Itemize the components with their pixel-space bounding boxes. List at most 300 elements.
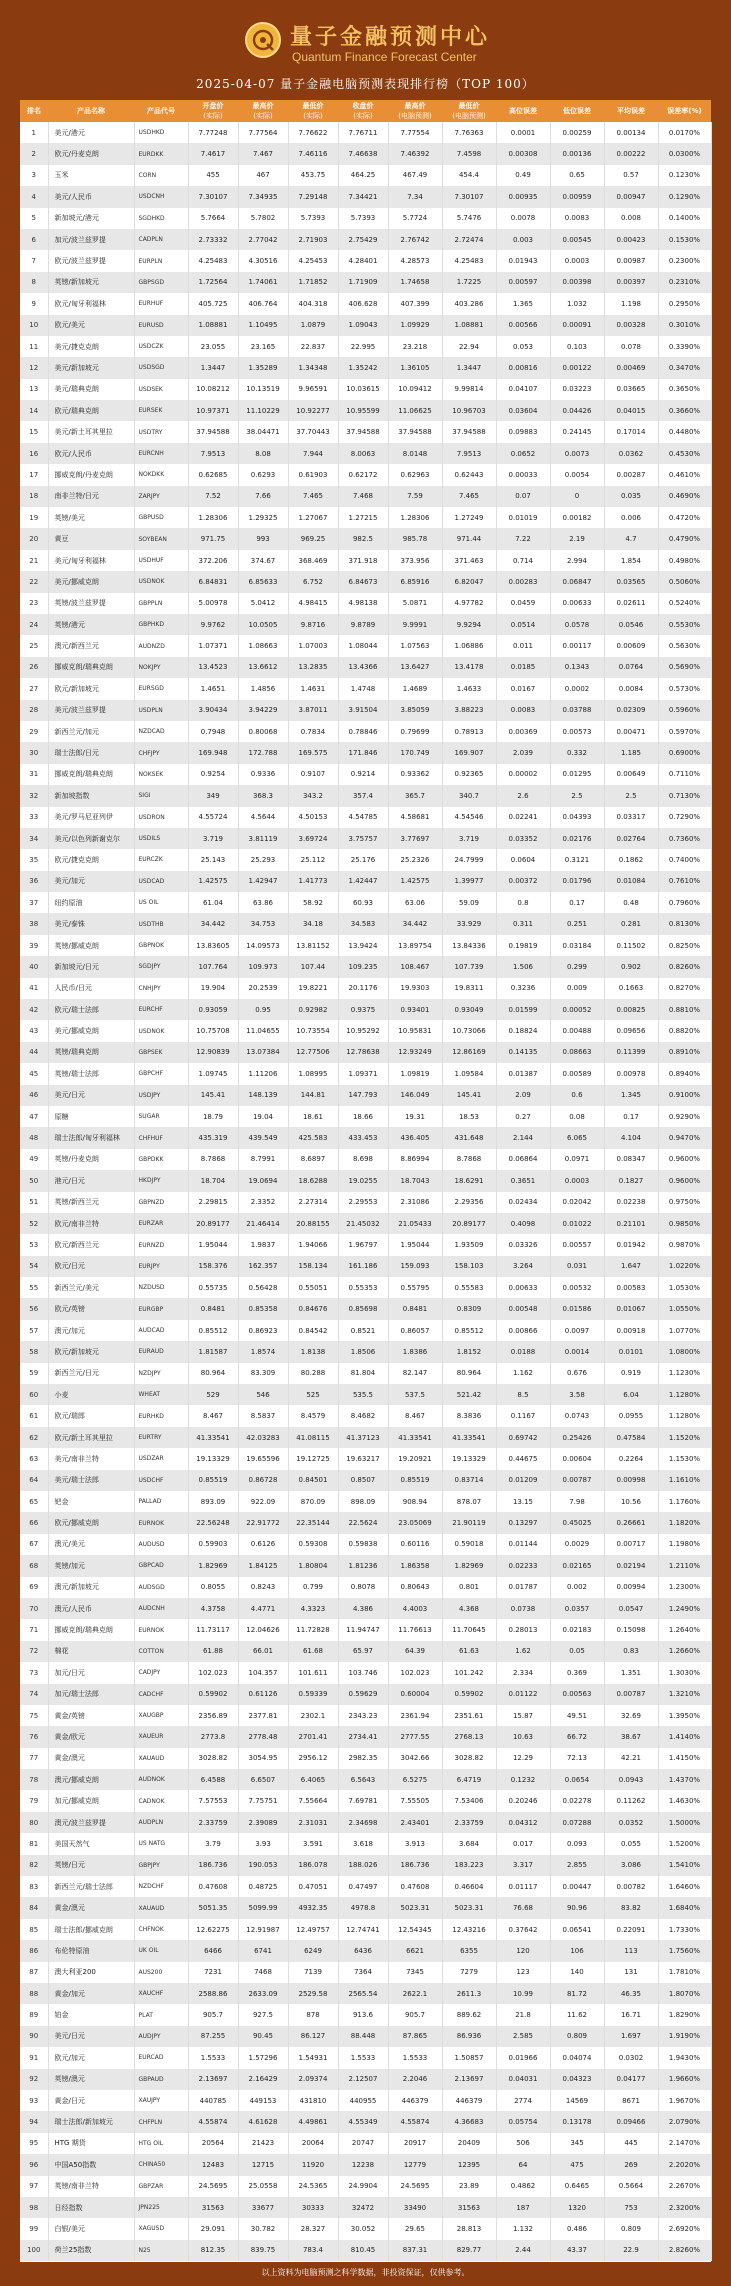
- high-cell: 21423: [238, 2133, 288, 2154]
- table-row: [20, 379, 711, 400]
- low-error-cell: 1320: [550, 2197, 604, 2218]
- error-rate-cell: 0.5960%: [658, 700, 711, 721]
- pred-high-cell: 1.86358: [388, 1555, 442, 1576]
- error-rate-cell: 0.7960%: [658, 892, 711, 913]
- open-cell: 18.704: [188, 1170, 238, 1191]
- table-row: [20, 2176, 711, 2197]
- low-cell: 34.18: [288, 913, 338, 934]
- avg-error-cell: 42.21: [604, 1748, 658, 1769]
- low-error-cell: 3.58: [550, 1384, 604, 1405]
- high-error-cell: 0.3236: [496, 978, 550, 999]
- pred-low-cell: 183.223: [442, 1855, 496, 1876]
- column-header: [658, 100, 711, 122]
- high-cell: 34.753: [238, 913, 288, 934]
- pred-high-cell: 436.405: [388, 1127, 442, 1148]
- table-row: [20, 2197, 711, 2218]
- product-code-cell: EURHUF: [134, 293, 188, 314]
- product-code-cell: EURGBP: [134, 1298, 188, 1319]
- open-cell: 971.75: [188, 528, 238, 549]
- error-rate-cell: 1.7560%: [658, 1940, 711, 1961]
- pred-high-cell: 373.956: [388, 550, 442, 571]
- low-cell: 7.944: [288, 443, 338, 464]
- avg-error-cell: 0.01067: [604, 1298, 658, 1319]
- product-code-cell: USDTHB: [134, 913, 188, 934]
- rank-cell: 49: [20, 1149, 48, 1170]
- open-cell: 10.75708: [188, 1020, 238, 1041]
- table-row: [20, 978, 711, 999]
- open-cell: 1.5533: [188, 2047, 238, 2068]
- low-cell: 19.12725: [288, 1448, 338, 1469]
- high-cell: 25.0558: [238, 2176, 288, 2197]
- column-header-label: 最高价: [252, 102, 274, 110]
- error-rate-cell: 1.2300%: [658, 1577, 711, 1598]
- close-cell: 12.74741: [338, 1919, 388, 1940]
- high-cell: 5.0412: [238, 593, 288, 614]
- open-cell: 812.35: [188, 2240, 238, 2261]
- low-error-cell: 0.13178: [550, 2111, 604, 2132]
- product-code-cell: AUDNOK: [134, 1769, 188, 1790]
- high-cell: 2.77042: [238, 229, 288, 250]
- table-row: [20, 1149, 711, 1170]
- column-header: [338, 100, 388, 122]
- pred-low-cell: 4.36683: [442, 2111, 496, 2132]
- high-cell: 4.5644: [238, 807, 288, 828]
- product-code-cell: EURCAD: [134, 2047, 188, 2068]
- product-name-cell: 人民币/日元: [48, 978, 134, 999]
- high-cell: 190.053: [238, 1855, 288, 1876]
- low-error-cell: 72.13: [550, 1748, 604, 1769]
- high-cell: 19.04: [238, 1106, 288, 1127]
- high-cell: 12.91987: [238, 1919, 288, 1940]
- product-code-cell: NOKJPY: [134, 657, 188, 678]
- table-row: [20, 272, 711, 293]
- brand-name-cn: 量子金融预测中心: [290, 24, 491, 50]
- close-cell: 8.0063: [338, 443, 388, 464]
- low-cell: 368.469: [288, 550, 338, 571]
- rank-cell: 11: [20, 336, 48, 357]
- rank-cell: 37: [20, 892, 48, 913]
- pred-low-cell: 4.25483: [442, 250, 496, 271]
- close-cell: 20.1176: [338, 978, 388, 999]
- low-cell: 37.70443: [288, 421, 338, 442]
- pred-low-cell: 1.82969: [442, 1555, 496, 1576]
- open-cell: 0.9254: [188, 764, 238, 785]
- pred-high-cell: 2777.55: [388, 1726, 442, 1747]
- pred-high-cell: 6.5275: [388, 1769, 442, 1790]
- pred-low-cell: 10.96703: [442, 400, 496, 421]
- table-row: [20, 1705, 711, 1726]
- error-rate-cell: 1.9430%: [658, 2047, 711, 2068]
- table-row: [20, 122, 711, 143]
- pred-low-cell: 521.42: [442, 1384, 496, 1405]
- avg-error-cell: 131: [604, 1962, 658, 1983]
- avg-error-cell: 0.00782: [604, 1876, 658, 1897]
- table-row: [20, 614, 711, 635]
- rank-cell: 86: [20, 1940, 48, 1961]
- error-rate-cell: 0.9290%: [658, 1106, 711, 1127]
- table-row: [20, 486, 711, 507]
- error-rate-cell: 0.5970%: [658, 721, 711, 742]
- open-cell: 2773.8: [188, 1726, 238, 1747]
- product-name-cell: 黄金/澳元: [48, 1748, 134, 1769]
- high-error-cell: 0.0604: [496, 849, 550, 870]
- high-cell: 6741: [238, 1940, 288, 1961]
- rank-cell: 72: [20, 1641, 48, 1662]
- product-code-cell: EURNOK: [134, 1619, 188, 1640]
- high-error-cell: 0.053: [496, 336, 550, 357]
- error-rate-cell: 0.7130%: [658, 785, 711, 806]
- pred-low-cell: 2.13697: [442, 2069, 496, 2090]
- error-rate-cell: 1.7330%: [658, 1919, 711, 1940]
- high-error-cell: 0.02233: [496, 1555, 550, 1576]
- avg-error-cell: 0.00397: [604, 272, 658, 293]
- product-code-cell: SUGAR: [134, 1106, 188, 1127]
- close-cell: 4.98138: [338, 593, 388, 614]
- product-code-cell: AUDPLN: [134, 1812, 188, 1833]
- pred-high-cell: 13.89754: [388, 935, 442, 956]
- product-code-cell: USDHKD: [134, 122, 188, 143]
- product-name-cell: 美元/以色列新谢克尔: [48, 828, 134, 849]
- rank-cell: 34: [20, 828, 48, 849]
- low-error-cell: 0.103: [550, 336, 604, 357]
- open-cell: 529: [188, 1384, 238, 1405]
- table-row: [20, 229, 711, 250]
- avg-error-cell: 16.71: [604, 2004, 658, 2025]
- close-cell: 12.78638: [338, 1042, 388, 1063]
- high-error-cell: 0.03352: [496, 828, 550, 849]
- open-cell: 405.725: [188, 293, 238, 314]
- low-error-cell: 90.96: [550, 1897, 604, 1918]
- open-cell: 61.88: [188, 1641, 238, 1662]
- pred-low-cell: 24.7999: [442, 849, 496, 870]
- low-error-cell: 0.03223: [550, 379, 604, 400]
- avg-error-cell: 0.02309: [604, 700, 658, 721]
- close-cell: 406.628: [338, 293, 388, 314]
- low-error-cell: 2.5: [550, 785, 604, 806]
- product-name-cell: 欧元/捷克克朗: [48, 849, 134, 870]
- pred-high-cell: 3042.66: [388, 1748, 442, 1769]
- high-error-cell: 0.00372: [496, 871, 550, 892]
- rank-cell: 60: [20, 1384, 48, 1405]
- rank-cell: 30: [20, 742, 48, 763]
- low-error-cell: 0.00122: [550, 357, 604, 378]
- pred-high-cell: 9.9991: [388, 614, 442, 635]
- open-cell: 0.59902: [188, 1684, 238, 1705]
- low-cell: 4.25453: [288, 250, 338, 271]
- pred-low-cell: 3028.82: [442, 1748, 496, 1769]
- product-code-cell: WHEAT: [134, 1384, 188, 1405]
- rank-cell: 91: [20, 2047, 48, 2068]
- pred-low-cell: 6.4719: [442, 1769, 496, 1790]
- low-cell: 1.54931: [288, 2047, 338, 2068]
- low-error-cell: 0.04393: [550, 807, 604, 828]
- pred-high-cell: 1.07563: [388, 635, 442, 656]
- table-row: [20, 1384, 711, 1405]
- rank-cell: 71: [20, 1619, 48, 1640]
- rank-cell: 99: [20, 2218, 48, 2239]
- product-code-cell: USDCZK: [134, 336, 188, 357]
- close-cell: 0.59629: [338, 1684, 388, 1705]
- rank-cell: 21: [20, 550, 48, 571]
- open-cell: 19.13329: [188, 1448, 238, 1469]
- close-cell: 5.7393: [338, 208, 388, 229]
- product-code-cell: ZARJPY: [134, 486, 188, 507]
- pred-low-cell: 145.41: [442, 1085, 496, 1106]
- high-cell: 10.0505: [238, 614, 288, 635]
- open-cell: 10.08212: [188, 379, 238, 400]
- low-cell: 453.75: [288, 165, 338, 186]
- column-header-label: 平均误差: [617, 107, 645, 115]
- error-rate-cell: 0.4790%: [658, 528, 711, 549]
- avg-error-cell: 0.04015: [604, 400, 658, 421]
- rank-cell: 35: [20, 849, 48, 870]
- table-row: [20, 1876, 711, 1897]
- product-code-cell: US NATG: [134, 1833, 188, 1854]
- product-code-cell: AUDCAD: [134, 1320, 188, 1341]
- product-code-cell: EURHKD: [134, 1405, 188, 1426]
- high-cell: 11.04655: [238, 1020, 288, 1041]
- product-name-cell: 纽约原油: [48, 892, 134, 913]
- rank-cell: 58: [20, 1341, 48, 1362]
- pred-high-cell: 1.09929: [388, 315, 442, 336]
- low-cell: 58.92: [288, 892, 338, 913]
- avg-error-cell: 0.00423: [604, 229, 658, 250]
- open-cell: 4.25483: [188, 250, 238, 271]
- report-title: 2025-04-07 量子金融电脑预测表现排行榜（TOP 100）: [196, 77, 535, 91]
- error-rate-cell: 0.0300%: [658, 143, 711, 164]
- pred-low-cell: 2.29356: [442, 1192, 496, 1213]
- table-row: [20, 1170, 711, 1191]
- low-error-cell: 0.676: [550, 1363, 604, 1384]
- open-cell: 80.964: [188, 1363, 238, 1384]
- error-rate-cell: 0.4720%: [658, 507, 711, 528]
- low-cell: 2701.41: [288, 1726, 338, 1747]
- high-error-cell: 0.02241: [496, 807, 550, 828]
- product-name-cell: 欧元/南非兰特: [48, 1213, 134, 1234]
- product-code-cell: AUDCNH: [134, 1598, 188, 1619]
- close-cell: 433.453: [338, 1127, 388, 1148]
- avg-error-cell: 0.00287: [604, 464, 658, 485]
- low-cell: 4.50153: [288, 807, 338, 828]
- product-name-cell: 挪威克朗/瑞典克朗: [48, 657, 134, 678]
- high-cell: 449153: [238, 2090, 288, 2111]
- product-name-cell: 欧元/英镑: [48, 1298, 134, 1319]
- product-name-cell: 欧元/挪威克朗: [48, 1512, 134, 1533]
- avg-error-cell: 0.00471: [604, 721, 658, 742]
- pred-low-cell: 3.684: [442, 1833, 496, 1854]
- pred-low-cell: 41.33541: [442, 1427, 496, 1448]
- close-cell: 9.8789: [338, 614, 388, 635]
- error-rate-cell: 0.4610%: [658, 464, 711, 485]
- avg-error-cell: 0.2264: [604, 1448, 658, 1469]
- high-error-cell: 0.01966: [496, 2047, 550, 2068]
- high-cell: 2.3352: [238, 1192, 288, 1213]
- product-code-cell: EURAUD: [134, 1341, 188, 1362]
- low-cell: 6.752: [288, 571, 338, 592]
- rank-cell: 100: [20, 2240, 48, 2261]
- rank-cell: 44: [20, 1042, 48, 1063]
- pred-high-cell: 11.76613: [388, 1619, 442, 1640]
- high-error-cell: 0.06864: [496, 1149, 550, 1170]
- close-cell: 810.45: [338, 2240, 388, 2261]
- product-name-cell: 挪威克朗/丹麦克朗: [48, 464, 134, 485]
- high-cell: 7468: [238, 1962, 288, 1983]
- high-error-cell: 3.264: [496, 1256, 550, 1277]
- low-cell: 22.35144: [288, 1512, 338, 1533]
- open-cell: 1.72564: [188, 272, 238, 293]
- table-row: [20, 250, 711, 271]
- product-name-cell: 欧元/瑞士法郎: [48, 999, 134, 1020]
- high-cell: 8.7991: [238, 1149, 288, 1170]
- high-cell: 6.85633: [238, 571, 288, 592]
- open-cell: 440785: [188, 2090, 238, 2111]
- high-cell: 2377.81: [238, 1705, 288, 1726]
- low-error-cell: 0.01796: [550, 871, 604, 892]
- rank-cell: 12: [20, 357, 48, 378]
- product-name-cell: 美元/加元: [48, 871, 134, 892]
- product-code-cell: CADNOK: [134, 1790, 188, 1811]
- avg-error-cell: 32.69: [604, 1705, 658, 1726]
- table-row: [20, 785, 711, 806]
- product-name-cell: 澳元/加元: [48, 1320, 134, 1341]
- close-cell: 188.026: [338, 1855, 388, 1876]
- close-cell: 32472: [338, 2197, 388, 2218]
- rank-cell: 28: [20, 700, 48, 721]
- table-row: [20, 1020, 711, 1041]
- pred-low-cell: 1.06886: [442, 635, 496, 656]
- low-error-cell: 0.04074: [550, 2047, 604, 2068]
- high-error-cell: 3.317: [496, 1855, 550, 1876]
- pred-high-cell: 2.76742: [388, 229, 442, 250]
- product-code-cell: PALLAD: [134, 1491, 188, 1512]
- rank-cell: 25: [20, 635, 48, 656]
- rank-cell: 40: [20, 956, 48, 977]
- pred-low-cell: 889.62: [442, 2004, 496, 2025]
- high-cell: 993: [238, 528, 288, 549]
- product-code-cell: GBPPLN: [134, 593, 188, 614]
- open-cell: 893.09: [188, 1491, 238, 1512]
- pred-high-cell: 2.2046: [388, 2069, 442, 2090]
- high-cell: 1.4856: [238, 678, 288, 699]
- pred-high-cell: 0.86057: [388, 1320, 442, 1341]
- pred-high-cell: 63.06: [388, 892, 442, 913]
- table-row: [20, 828, 711, 849]
- close-cell: 1.08044: [338, 635, 388, 656]
- pred-high-cell: 6.85916: [388, 571, 442, 592]
- low-error-cell: 81.72: [550, 1983, 604, 2004]
- low-error-cell: 0.24145: [550, 421, 604, 442]
- table-row: [20, 2069, 711, 2090]
- product-code-cell: USDSGD: [134, 357, 188, 378]
- table-row: [20, 1192, 711, 1213]
- pred-high-cell: 2.43401: [388, 1812, 442, 1833]
- table-row: [20, 1320, 711, 1341]
- pred-high-cell: 365.7: [388, 785, 442, 806]
- open-cell: 0.8481: [188, 1298, 238, 1319]
- pred-high-cell: 4.55874: [388, 2111, 442, 2132]
- pred-low-cell: 158.103: [442, 1256, 496, 1277]
- close-cell: 81.804: [338, 1363, 388, 1384]
- close-cell: 60.93: [338, 892, 388, 913]
- table-row: [20, 1577, 711, 1598]
- open-cell: 3.90434: [188, 700, 238, 721]
- pred-low-cell: 18.6291: [442, 1170, 496, 1191]
- pred-high-cell: 37.94588: [388, 421, 442, 442]
- rank-cell: 85: [20, 1919, 48, 1940]
- avg-error-cell: 3.086: [604, 1855, 658, 1876]
- product-name-cell: 钯金: [48, 1491, 134, 1512]
- product-code-cell: XAUGBP: [134, 1705, 188, 1726]
- open-cell: 1.42575: [188, 871, 238, 892]
- low-error-cell: 140: [550, 1962, 604, 1983]
- pred-high-cell: 11.06625: [388, 400, 442, 421]
- table-row: [20, 871, 711, 892]
- open-cell: 455: [188, 165, 238, 186]
- product-name-cell: 英镑/丹麦克朗: [48, 1149, 134, 1170]
- open-cell: 435.319: [188, 1127, 238, 1148]
- low-cell: 169.575: [288, 742, 338, 763]
- error-rate-cell: 1.0770%: [658, 1320, 711, 1341]
- product-name-cell: 澳元/波兰兹罗提: [48, 1812, 134, 1833]
- error-rate-cell: 0.4530%: [658, 443, 711, 464]
- high-cell: 12715: [238, 2154, 288, 2175]
- error-rate-cell: 1.0800%: [658, 1341, 711, 1362]
- rank-cell: 7: [20, 250, 48, 271]
- pred-high-cell: 1.4689: [388, 678, 442, 699]
- rank-cell: 22: [20, 571, 48, 592]
- rank-cell: 18: [20, 486, 48, 507]
- high-cell: 0.48725: [238, 1876, 288, 1897]
- high-cell: 19.0694: [238, 1170, 288, 1191]
- table-row: [20, 956, 711, 977]
- open-cell: 3.719: [188, 828, 238, 849]
- low-error-cell: 0.00052: [550, 999, 604, 1020]
- rank-cell: 73: [20, 1662, 48, 1683]
- low-cell: 1.4631: [288, 678, 338, 699]
- pred-high-cell: 41.33541: [388, 1427, 442, 1448]
- pred-high-cell: 5023.31: [388, 1897, 442, 1918]
- error-rate-cell: 0.3470%: [658, 357, 711, 378]
- low-cell: 2.31031: [288, 1812, 338, 1833]
- avg-error-cell: 0.00787: [604, 1684, 658, 1705]
- low-cell: 1.34348: [288, 357, 338, 378]
- open-cell: 107.764: [188, 956, 238, 977]
- low-cell: 10.73554: [288, 1020, 338, 1041]
- pred-low-cell: 829.77: [442, 2240, 496, 2261]
- product-code-cell: CORN: [134, 165, 188, 186]
- avg-error-cell: 0.57: [604, 165, 658, 186]
- low-cell: 19.8221: [288, 978, 338, 999]
- pred-high-cell: 1.5533: [388, 2047, 442, 2068]
- open-cell: 7231: [188, 1962, 238, 1983]
- product-name-cell: 新西兰元/日元: [48, 1363, 134, 1384]
- product-name-cell: 瑞士法郎/匈牙利福林: [48, 1127, 134, 1148]
- low-cell: 0.61903: [288, 464, 338, 485]
- avg-error-cell: 0.09466: [604, 2111, 658, 2132]
- pred-low-cell: 0.59018: [442, 1534, 496, 1555]
- table-body: [20, 122, 711, 2261]
- close-cell: 19.63217: [338, 1448, 388, 1469]
- error-rate-cell: 1.1520%: [658, 1427, 711, 1448]
- high-error-cell: 64: [496, 2154, 550, 2175]
- pred-low-cell: 4.54546: [442, 807, 496, 828]
- low-error-cell: 0.06541: [550, 1919, 604, 1940]
- open-cell: 13.83605: [188, 935, 238, 956]
- pred-high-cell: 837.31: [388, 2240, 442, 2261]
- column-header: [48, 100, 134, 122]
- pred-high-cell: 1.36105: [388, 357, 442, 378]
- close-cell: 19.0255: [338, 1170, 388, 1191]
